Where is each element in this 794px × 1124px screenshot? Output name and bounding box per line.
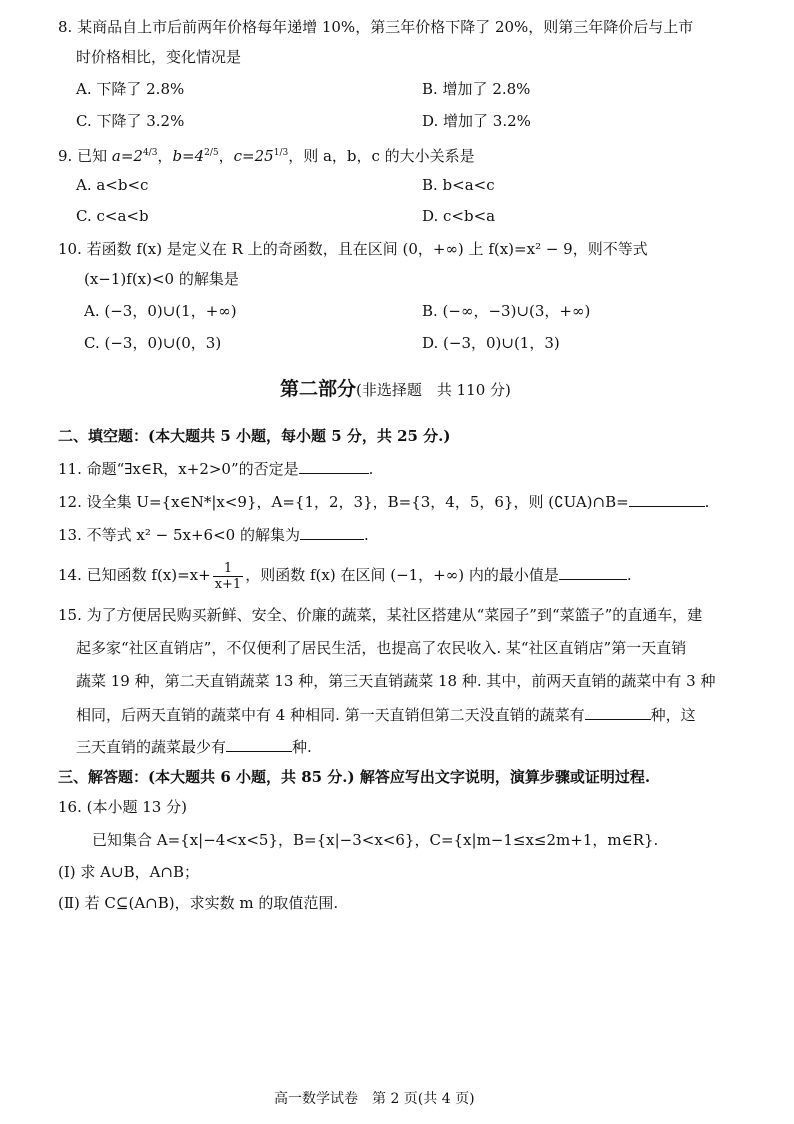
q15-line3: 蔬菜 19 种，第二天直销蔬菜 13 种，第三天直销蔬菜 18 种. 其中，前两天直销的蔬菜中有 3 种 [76, 672, 716, 690]
q9-a: $a=2^{4/3}$ [111, 147, 158, 165]
q8-option-a: A. 下降了 2.8% [76, 80, 185, 98]
part2-heading [280, 378, 511, 401]
part2-title: 第二部分 [280, 378, 357, 400]
q15-blank-1[interactable] [585, 703, 651, 720]
q8-option-d: D. 增加了 3.2% [422, 112, 531, 130]
q13-text: 13. 不等式 x² − 5x+6<0 的解集为 [58, 526, 300, 544]
q13: 13. 不等式 x² − 5x+6<0 的解集为 . [58, 523, 369, 546]
q10-option-b: B. (−∞，−3)∪(3，+∞) [422, 302, 591, 320]
q14: 14. 已知函数 f(x)=x+ $\frac{1}{x+1}$ ，则函数 f(x) 在区间 (−1，+∞) 内的最小值是 . [58, 560, 632, 592]
page-footer: 高一数学试卷 第 2 页(共 4 页) [274, 1091, 475, 1107]
q9-option-d: D. c<b<a [422, 207, 496, 225]
q15-line4: 相同，后两天直销的蔬菜中有 4 种相同. 第一天直销但第二天没直销的蔬菜有 种，这 [76, 703, 696, 726]
q11-text: 11. 命题“∃x∈R，x+2>0”的否定是 [58, 460, 299, 478]
q14-fraction: $\frac{1}{x+1}$ [214, 560, 242, 592]
q16-part2: (Ⅱ) 若 C⊆(A∩B)，求实数 m 的取值范围. [58, 894, 339, 912]
section3-header: 三、解答题：(本大题共 6 小题，共 85 分.) 解答应写出文字说明，演算步骤或证明过程. [58, 768, 651, 786]
q9-c: $c=25^{1/3}$ [233, 147, 289, 165]
q16-part1: (Ⅰ) 求 A∪B，A∩B； [58, 863, 200, 881]
q12-answer-blank[interactable] [629, 490, 705, 507]
part2-subtitle: (非选择题 共 110 分) [356, 381, 511, 399]
q10-line2: (x−1)f(x)<0 的解集是 [84, 270, 239, 288]
section2-header: 二、填空题：(本大题共 5 小题，每小题 5 分，共 25 分.) [58, 427, 451, 445]
q10-option-d: D. (−3，0)∪(1，3) [422, 334, 560, 352]
q10-option-a: A. (−3，0)∪(1，+∞) [84, 302, 237, 320]
q9-stem: 9. 已知 $a=2^{4/3}$，$b=4^{2/5}$，$c=25^{1/3}$，则 a，b，c 的大小关系是 [58, 147, 475, 165]
q8-option-c: C. 下降了 3.2% [76, 112, 185, 130]
q15-line5: 三天直销的蔬菜最少有 种. [76, 735, 312, 758]
q8-option-b: B. 增加了 2.8% [422, 80, 531, 98]
q9-b: $b=4^{2/5}$ [172, 147, 219, 165]
q15-line2: 起多家“社区直销店”，不仅便利了居民生活，也提高了农民收入. 某“社区直销店”第一天直销 [76, 639, 687, 657]
q9-option-c: C. c<a<b [76, 207, 149, 225]
q9-option-a: A. a<b<c [76, 176, 149, 194]
q12-text: 12. 设全集 U={x∈N*|x<9}，A={1，2，3}，B={3，4，5，6}，则 (∁UA)∩B= [58, 493, 629, 511]
q14-answer-blank[interactable] [559, 563, 627, 580]
q9-option-b: B. b<a<c [422, 176, 495, 194]
q8-line2: 时价格相比，变化情况是 [76, 48, 242, 66]
q12: 12. 设全集 U={x∈N*|x<9}，A={1，2，3}，B={3，4，5，6}，则 (∁UA)∩B= . [58, 490, 709, 513]
q14-prefix: 14. 已知函数 f(x)=x+ [58, 566, 211, 584]
q15-blank-2[interactable] [226, 735, 292, 752]
q11-answer-blank[interactable] [299, 457, 369, 474]
q8-line1: 8. 某商品自上市后前两年价格每年递增 10%，第三年价格下降了 20%，则第三年降价后与上市 [58, 18, 694, 36]
q16-given: 已知集合 A={x|−4<x<5}，B={x|−3<x<6}，C={x|m−1≤x≤2m+1，m∈R}. [92, 831, 659, 849]
q14-suffix: ，则函数 f(x) 在区间 (−1，+∞) 内的最小值是 [245, 566, 559, 584]
q15-line1: 15. 为了方便居民购买新鲜、安全、价廉的蔬菜，某社区搭建从“菜园子”到“菜篮子”的直通车，建 [58, 606, 703, 624]
q10-line1: 10. 若函数 f(x) 是定义在 R 上的奇函数，且在区间 (0，+∞) 上 f(x)=x² − 9，则不等式 [58, 240, 648, 258]
q13-answer-blank[interactable] [300, 523, 364, 540]
q11: 11. 命题“∃x∈R，x+2>0”的否定是 . [58, 457, 373, 480]
q9-suffix: ，则 a，b，c 的大小关系是 [288, 147, 475, 165]
q10-option-c: C. (−3，0)∪(0，3) [84, 334, 222, 352]
q9-prefix: 9. 已知 [58, 147, 108, 165]
q16-head: 16. (本小题 13 分) [58, 798, 187, 816]
